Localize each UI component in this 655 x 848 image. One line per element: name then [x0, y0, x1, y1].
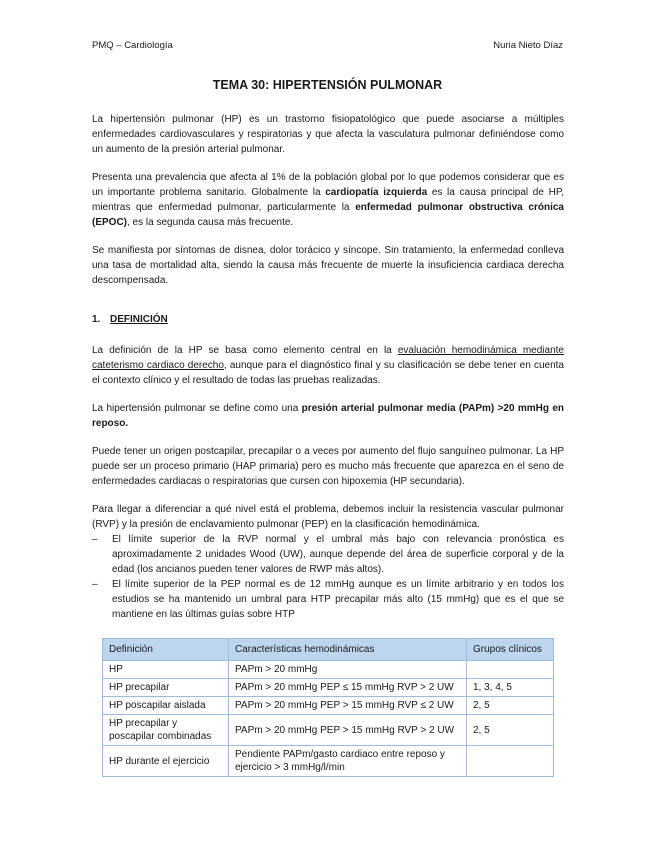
header-author: Nuria Nieto Díaz	[493, 40, 563, 51]
table-row	[103, 746, 554, 777]
table-cell: HP durante el ejercicio	[103, 746, 229, 777]
column-header-grupos: Grupos clínicos	[467, 639, 554, 661]
intro-paragraph-1: La hipertensión pulmonar (HP) es un trastorno fisiopatológico que puede asociarse a múltiples enfermedades cardiovasculares y respiratorias y que afecta la vasculatura pulmonar definiéndose como un aumento de la presión arterial pulmonar.	[92, 114, 564, 155]
table-cell: 1, 3, 4, 5	[467, 679, 554, 697]
document-body	[92, 112, 564, 777]
table-cell: HP precapilar	[103, 679, 229, 697]
column-header-definicion: Definición	[103, 639, 229, 661]
table-cell: PAPm > 20 mmHg PEP ≤ 15 mmHg RVP > 2 UW	[229, 679, 467, 697]
table-cell	[467, 746, 554, 777]
intro-paragraph-2: Presenta una prevalencia que afecta al 1% de la población global por lo que podemos considerar que es un importante problema sanitario. Globalmente la cardiopatía izquierda es la causa principal de HP, mientras que enfermedad pulmonar, particularmente la enfermedad pulmonar obstructiva crónica (EPOC), es la segunda causa más frecuente.	[92, 172, 564, 228]
table-cell: Pendiente PAPm/gasto cardiaco entre reposo y ejercicio > 3 mmHg/l/min	[229, 746, 467, 777]
table-row	[103, 679, 554, 697]
list-item: – El límite superior de la PEP normal es de 12 mmHg aunque es un límite arbitrario y en todos los estudios se ha mantenido un umbral para HTP precapilar más alto (15 mmHg) que es el que se mantiene en las últimas guías sobre HTP	[92, 579, 564, 620]
header-course: PMQ – Cardiología	[92, 40, 173, 51]
table-row	[103, 715, 554, 746]
definition-bullet-list	[92, 532, 564, 622]
table-cell: PAPm > 20 mmHg PEP > 15 mmHg RVP ≤ 2 UW	[229, 697, 467, 715]
table-cell: 2, 5	[467, 697, 554, 715]
hemodynamic-definitions-table	[102, 638, 554, 777]
section-label: DEFINICIÓN	[110, 314, 168, 325]
table-row	[103, 697, 554, 715]
definition-paragraph-4: Para llegar a diferenciar a qué nivel está el problema, debemos incluir la resistencia vascular pulmonar (RVP) y la presión de enclavamiento pulmonar (PEP) en la clasificación hemodinámica.	[92, 504, 564, 530]
section-heading-definicion	[92, 312, 564, 327]
table-cell: HP poscapilar aislada	[103, 697, 229, 715]
definition-paragraph-1: La definición de la HP se basa como elemento central en la evaluación hemodinámica mediante cateterismo cardiaco derecho, aunque para el diagnóstico final y su clasificación se debe tener en cuenta el contexto clínico y el resultado de todas las pruebas realizadas.	[92, 345, 564, 386]
table-cell: PAPm > 20 mmHg	[229, 661, 467, 679]
definition-paragraph-3: Puede tener un origen postcapilar, precapilar o a veces por aumento del flujo sanguíneo pulmonar. La HP puede ser un proceso primario (HAP primaria) pero es mucho más frecuente que aparezca en el seno de enfermedades cardiacas o respiratorias que cursen con hipoxemia (HP secundaria).	[92, 446, 564, 487]
table-cell	[467, 661, 554, 679]
column-header-caracteristicas: Características hemodinámicas	[229, 639, 467, 661]
page-title: TEMA 30: HIPERTENSIÓN PULMONAR	[212, 78, 443, 92]
definition-paragraph-2: La hipertensión pulmonar se define como una presión arterial pulmonar media (PAPm) >20 mmHg en reposo.	[92, 403, 564, 429]
table-row	[103, 661, 554, 679]
section-number: 1.	[92, 314, 101, 325]
table-cell: HP precapilar y poscapilar combinadas	[103, 715, 229, 746]
table-cell: HP	[103, 661, 229, 679]
list-item: – El límite superior de la RVP normal y el umbral más bajo con relevancia pronóstica es aproximadamente 2 unidades Wood (UW), aunque depende del área de superficie corporal y de la edad (los ancianos pueden tener valores de RWP más altos).	[92, 534, 564, 575]
table-cell: PAPm > 20 mmHg PEP > 15 mmHg RVP > 2 UW	[229, 715, 467, 746]
table-header-row	[103, 639, 554, 661]
table-cell: 2, 5	[467, 715, 554, 746]
intro-paragraph-3: Se manifiesta por síntomas de disnea, dolor torácico y síncope. Sin tratamiento, la enfermedad conlleva una tasa de mortalidad alta, siendo la causa más frecuente de muerte la insuficiencia cardiaca derecha descompensada.	[92, 245, 564, 286]
